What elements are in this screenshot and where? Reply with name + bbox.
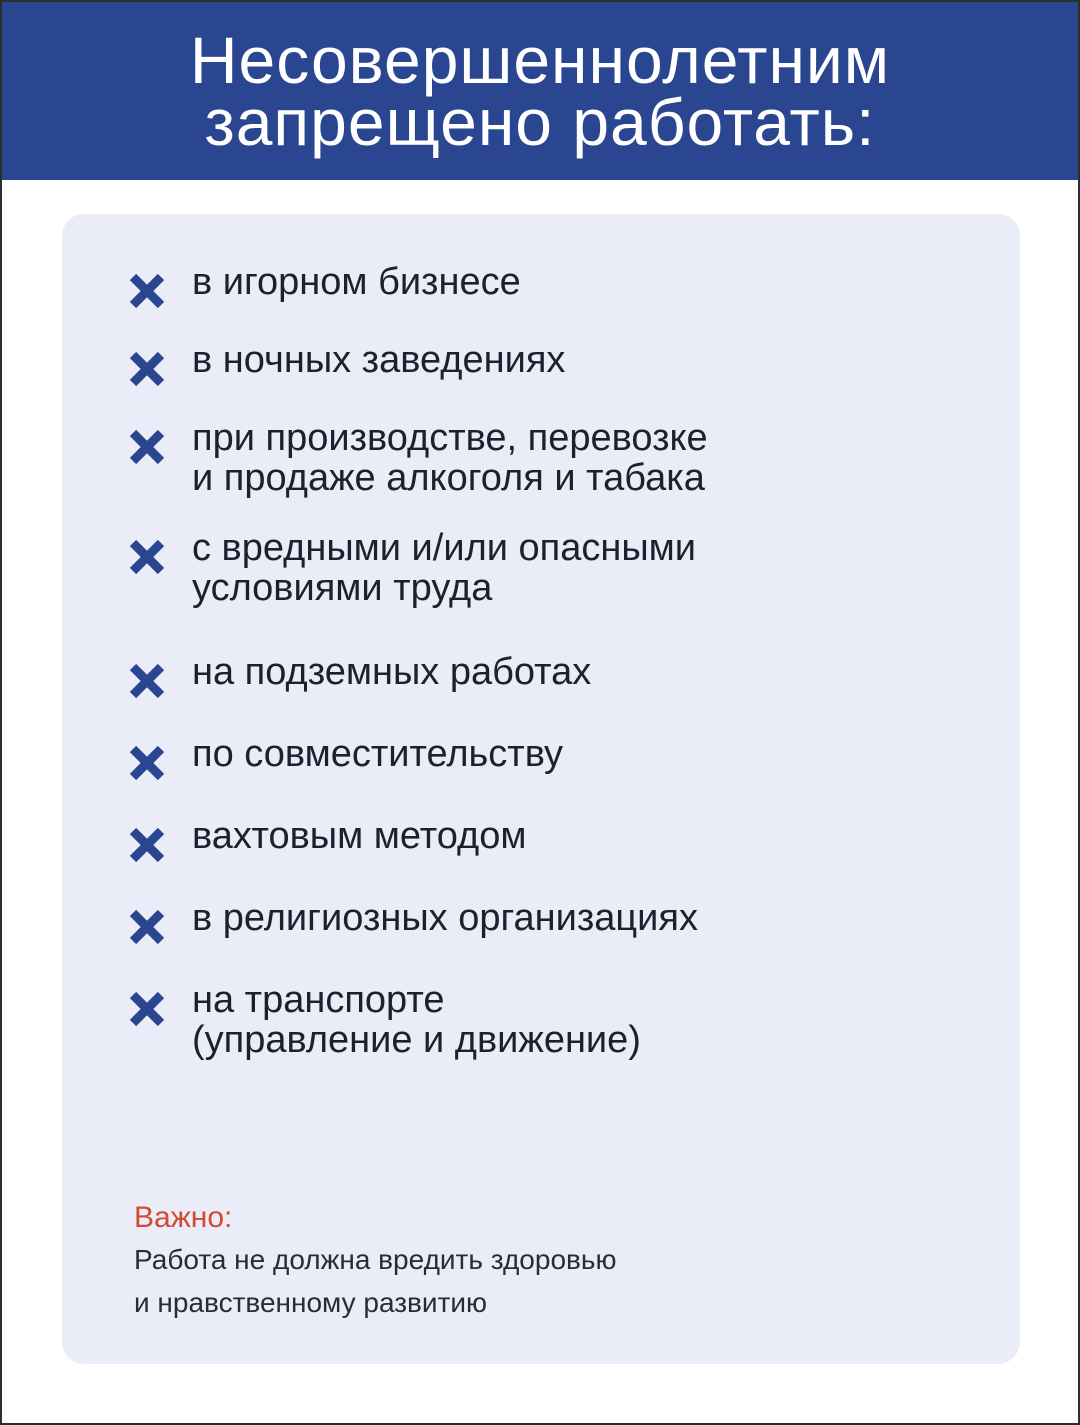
list-item (126, 528, 696, 608)
cross-icon (126, 906, 168, 948)
list-item-text (192, 528, 696, 608)
cross-icon (126, 660, 168, 702)
header-banner (2, 2, 1078, 180)
list-item-line: вахтовым методом (192, 815, 527, 857)
list-item-text (192, 418, 708, 498)
list-item-line: в ночных заведениях (192, 339, 566, 381)
list-item-text (192, 734, 563, 774)
note-title: Важно: (134, 1201, 233, 1234)
list-item (126, 980, 641, 1060)
cross-icon (126, 426, 168, 468)
list-item (126, 652, 591, 702)
list-item-text (192, 898, 698, 938)
list-item (126, 418, 708, 498)
list-item-line: и продаже алкоголя и табака (192, 457, 705, 499)
title-line-2: запрещено работать: (204, 85, 876, 159)
list-item (126, 340, 565, 390)
note-line-2: и нравственному развитию (134, 1287, 488, 1318)
cross-icon (126, 270, 168, 312)
title-line-1: Несовершеннолетним (189, 23, 891, 97)
important-note (134, 1198, 616, 1324)
cross-icon (126, 742, 168, 784)
cross-icon (126, 348, 168, 390)
cross-icon (126, 824, 168, 866)
list-item-text (192, 980, 641, 1060)
note-line-1: Работа не должна вредить здоровью (134, 1244, 617, 1275)
list-item-text (192, 340, 565, 380)
list-item-text (192, 262, 521, 302)
list-item-line: на подземных работах (192, 651, 592, 693)
list-item-line: в религиозных организациях (192, 897, 698, 939)
list-item (126, 898, 698, 948)
list-item-line: (управление и движение) (192, 1019, 641, 1061)
list-item-line: с вредными и/или опасными (192, 527, 697, 569)
list-item (126, 734, 563, 784)
list-item-line: при производстве, перевозке (192, 417, 708, 459)
list-item (126, 816, 526, 866)
list-item-line: в игорном бизнесе (192, 261, 521, 303)
cross-icon (126, 536, 168, 578)
cross-icon (126, 988, 168, 1030)
list-item-line: на транспорте (192, 979, 445, 1021)
list-item-line: условиями труда (192, 567, 493, 609)
list-item-line: по совместительству (192, 733, 564, 775)
list-item-text (192, 816, 526, 856)
list-item-text (192, 652, 591, 692)
list-item (126, 262, 521, 312)
restrictions-card (62, 214, 1020, 1364)
